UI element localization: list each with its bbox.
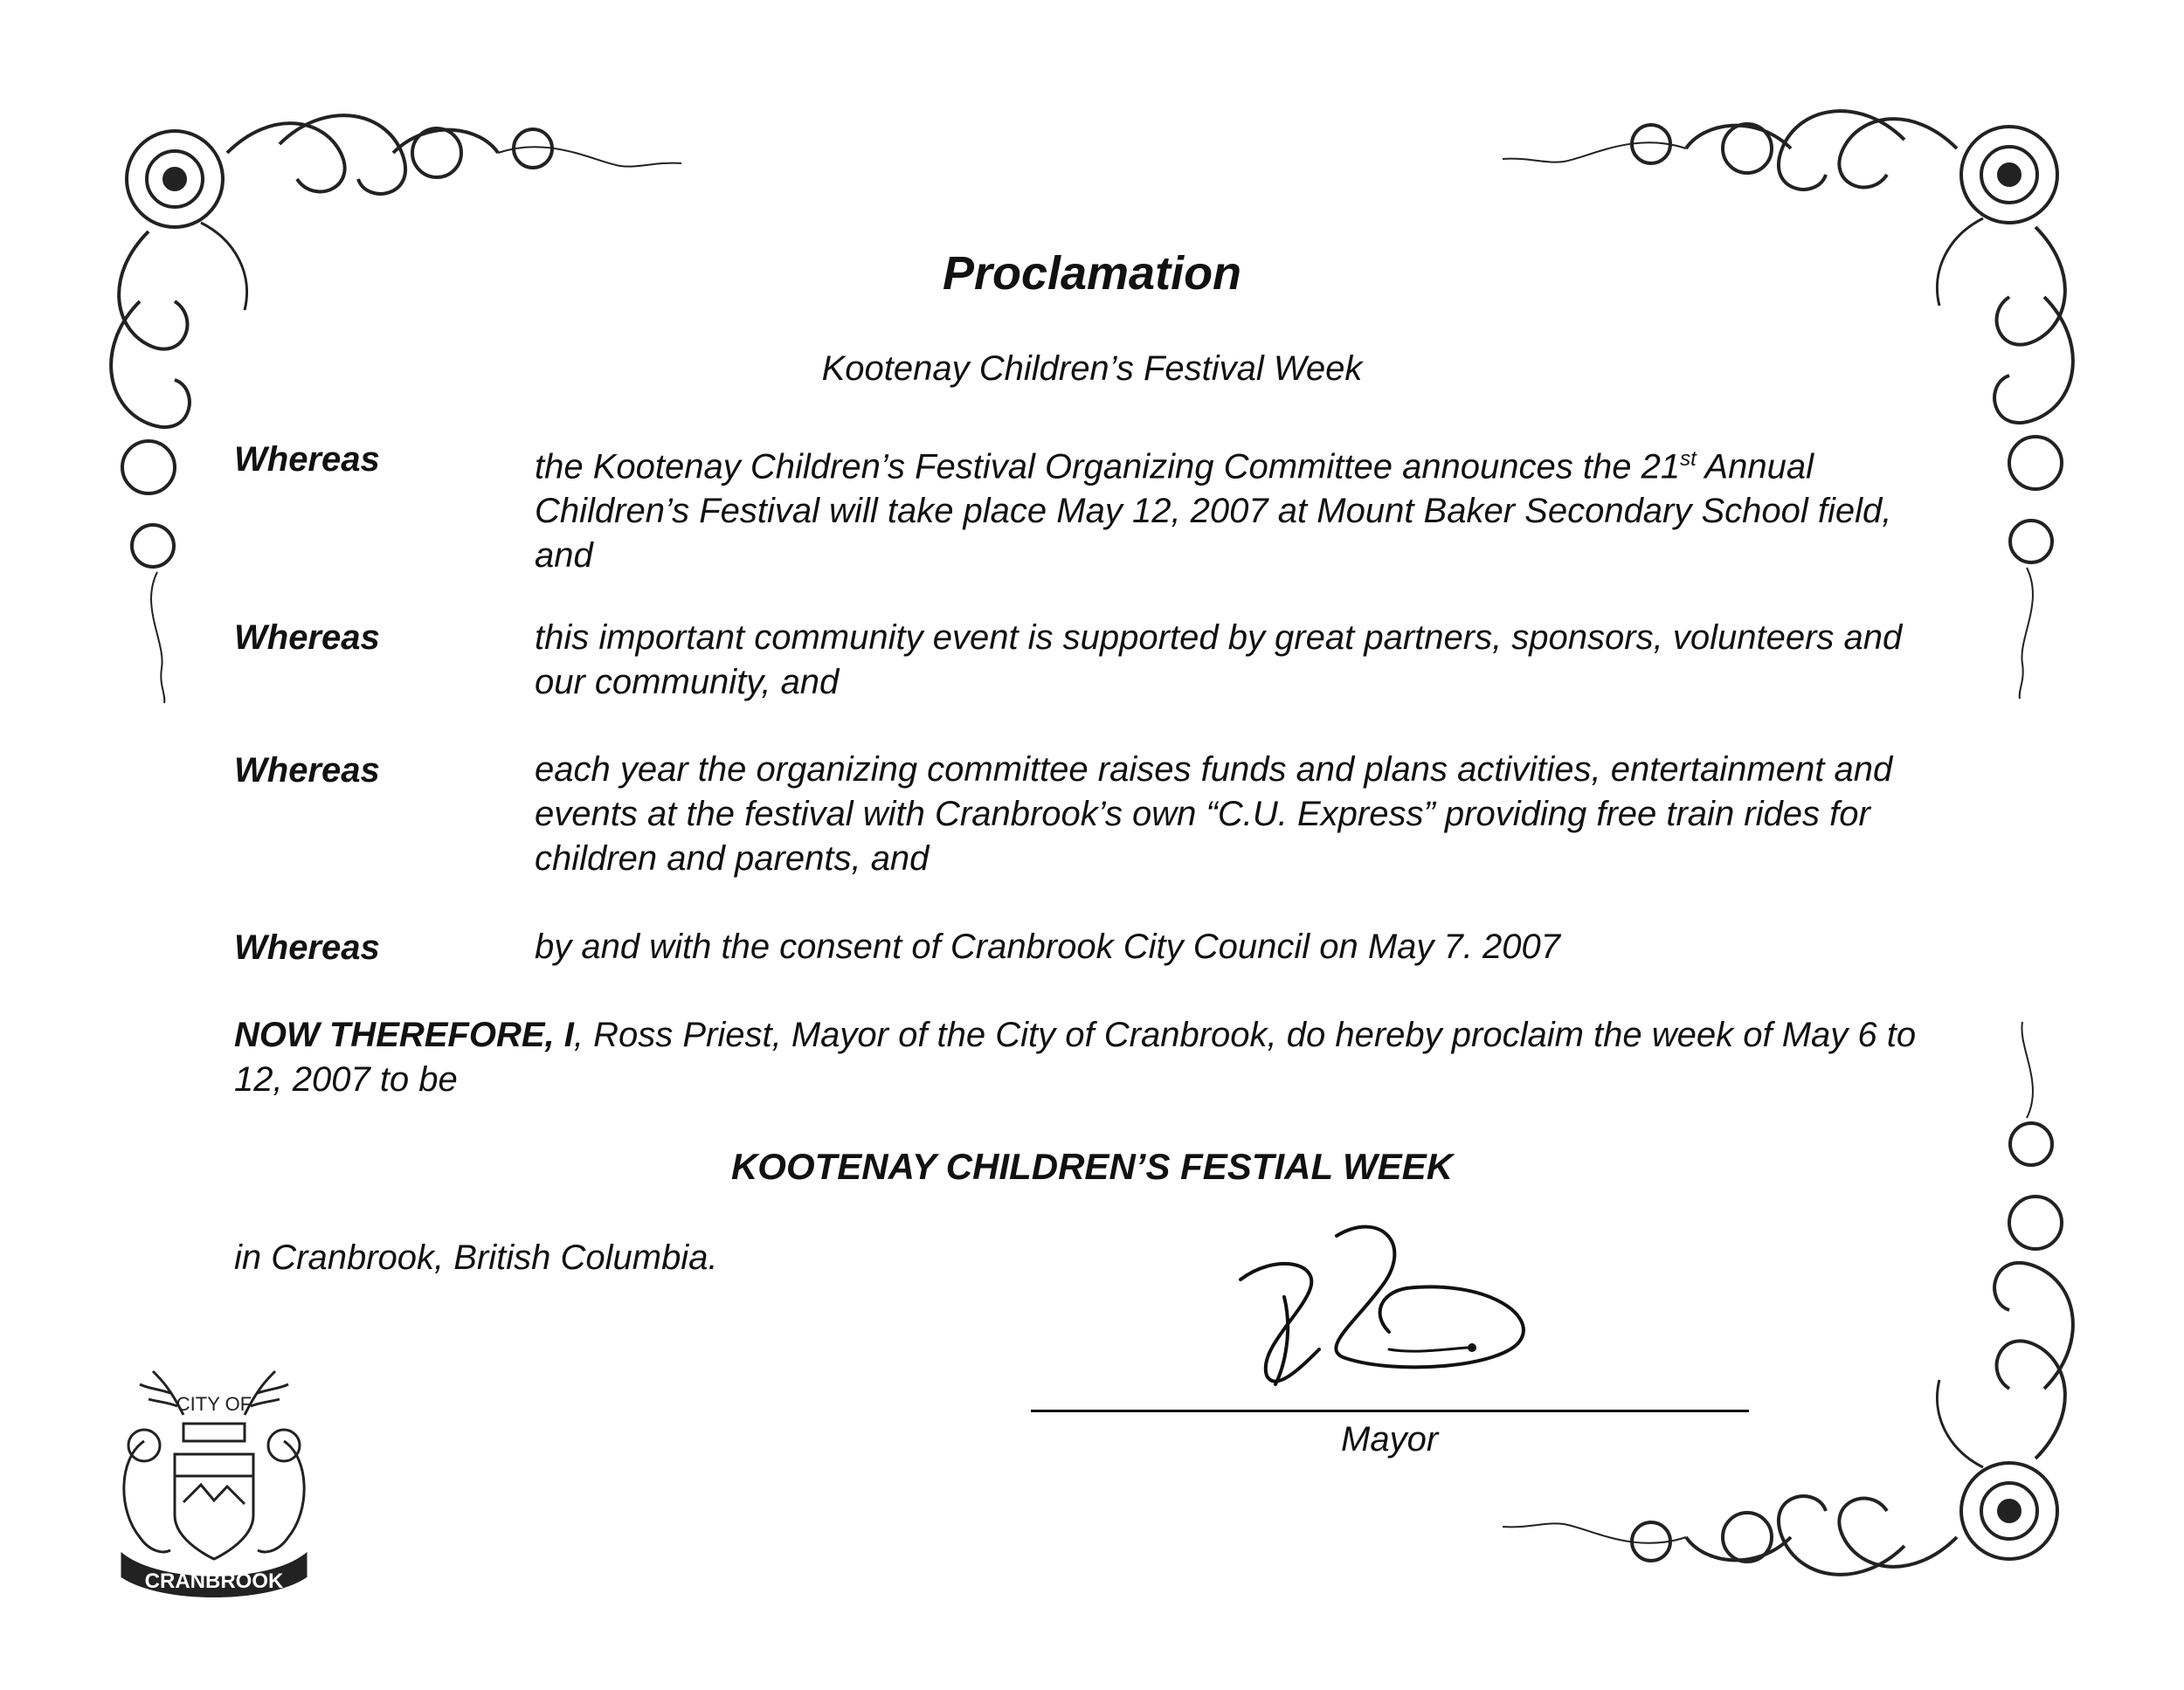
clause-label: Whereas: [234, 928, 380, 967]
top-right-ornament: [1494, 96, 2088, 699]
clause-label: Whereas: [234, 440, 380, 479]
mayor-signature: [1223, 1218, 1572, 1402]
page-title: Proclamation: [942, 247, 1242, 300]
festival-banner: KOOTENAY CHILDREN’S FESTIAL WEEK: [730, 1146, 1454, 1187]
location-text: in Cranbrook, British Columbia.: [234, 1238, 718, 1277]
seal-bottom-text: CRANBROOK: [144, 1569, 284, 1593]
seal-top-text: CITY OF: [176, 1393, 252, 1415]
signature-title: Mayor: [1341, 1420, 1439, 1459]
clause-label: Whereas: [234, 618, 380, 657]
city-of-cranbrook-seal: [100, 1362, 328, 1607]
signature-line: [1031, 1410, 1749, 1412]
clause-text: the Kootenay Children’s Festival Organizing Committee announces the 21st Annual Children’s Festival will take place May 12, 2007 at Mount Baker Secondary School field, and: [535, 447, 1892, 576]
clause-text: by and with the consent of Cranbrook City Council on May 7. 2007: [535, 928, 1560, 966]
top-left-ornament: [96, 100, 690, 703]
page-subtitle: Kootenay Children’s Festival Week: [821, 349, 1363, 388]
clause-label: Whereas: [234, 751, 380, 790]
clause-text: each year the organizing committee raises funds and plans activities, entertainment and events at the festival with Cranbrook’s own “C.U. Express” providing free train rides for children and parents, and: [535, 750, 1893, 878]
declaration-text: NOW THEREFORE, I, Ross Priest, Mayor of the City of Cranbrook, do hereby proclaim the week of May 6 to 12, 2007 to be: [234, 1016, 1917, 1099]
clause-text: this important community event is supported by great partners, sponsors, volunteers and our community, and: [535, 618, 1903, 701]
